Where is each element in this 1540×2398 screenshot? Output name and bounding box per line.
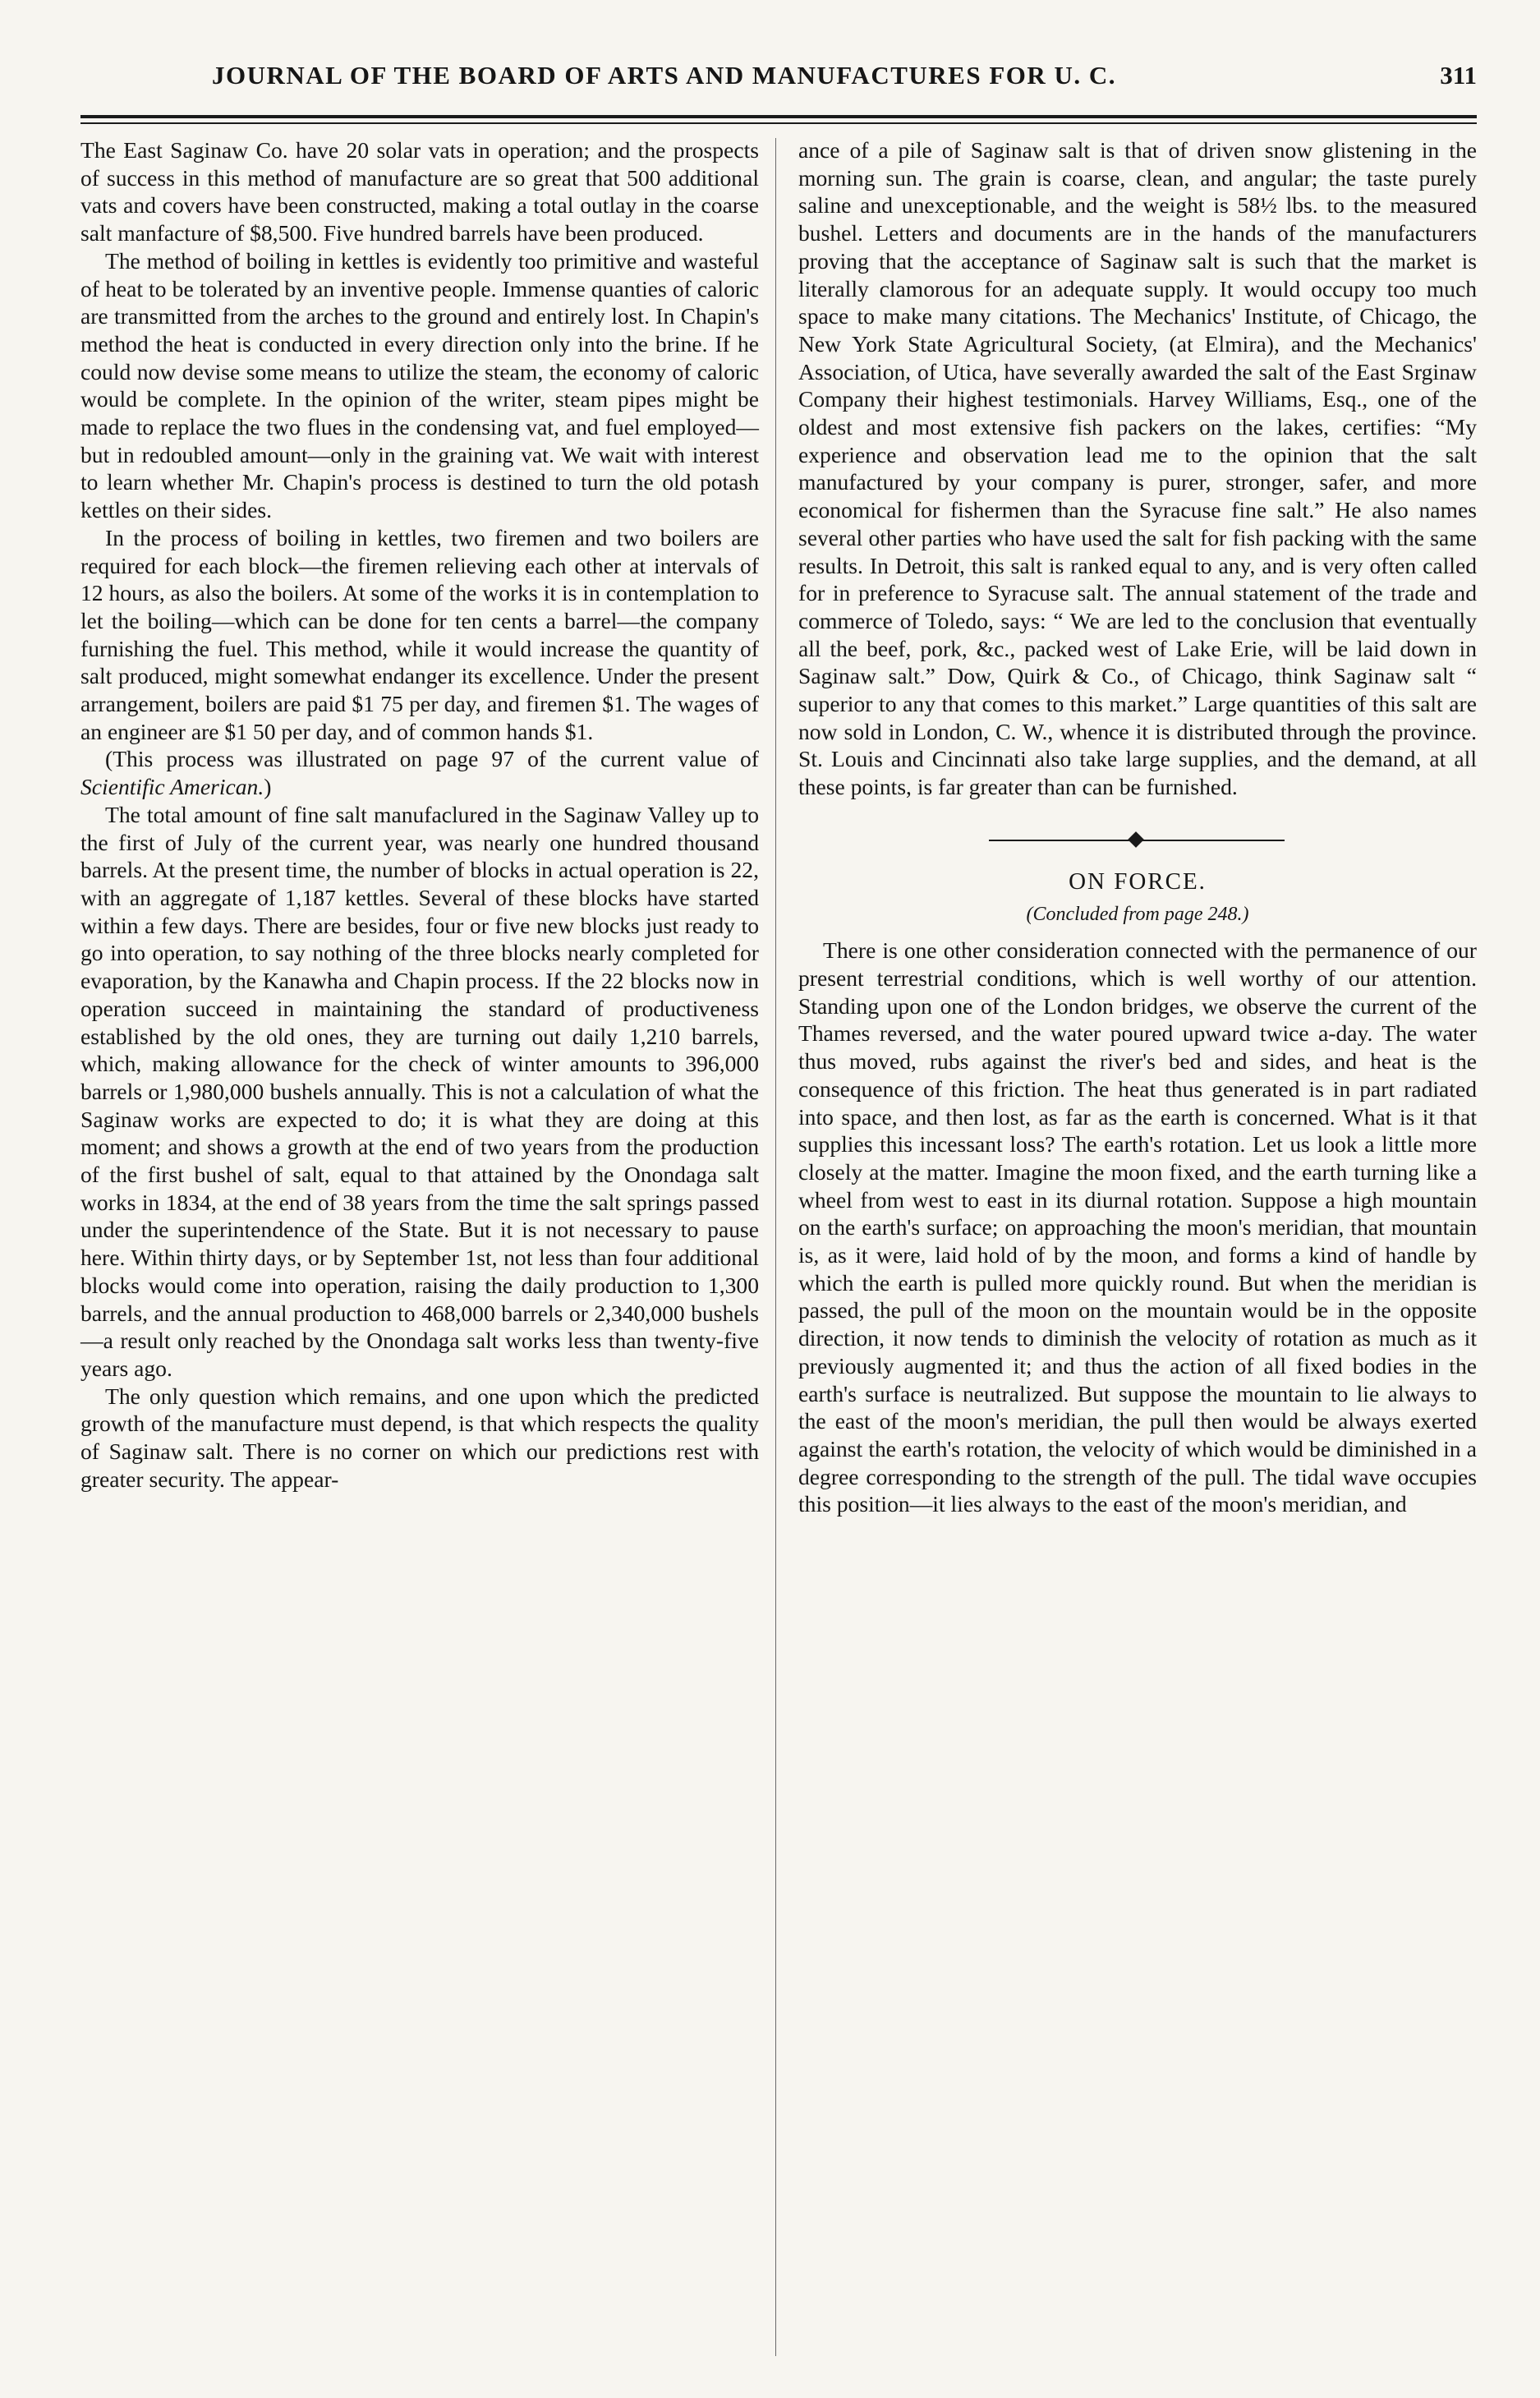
paragraph-continuation: ance of a pile of Saginaw salt is that of driven snow glistening in the morning sun. The grain is coarse, clean, and angular; the taste purely saline and unexceptionable, and the weight is 58½ lbs. to the measured bushel. Letters and documents are in the hands of the manufacturers proving that the acceptance of Saginaw salt is such that the market is literally clamorous for an adequate supply. It would occupy too much space to make many citations. The Mechanics' Institute, of Chicago, the New York State Agricultural Society, (at Elmira), and the Mechanics' Association, of Utica, have severally awarded the salt of the East Srginaw Company their highest testimonials. Harvey Williams, Esq., one of the oldest and most extensive fish packers on the lakes, certifies: “My experience and observation lead me to the opinion that the salt manufactured by your company is purer, stronger, safer, and more economical for fishermen than the Syracuse fine salt.” He also names several other parties who have used the salt for fish packing with the same results. In Detroit, this salt is ranked equal to any, and is very often called for in preference to Syracuse salt. The annual statement of the trade and commerce of Toledo, says: “ We are led to the conclusion that eventually all the beef, pork, &c., packed west of Lake Erie, will be laid down in Saginaw salt.” Dow, Quirk & Co., of Chicago, think Saginaw salt “ superior to any that comes to this market.” Large quantities of this salt are now sold in London, C. W., whence it is distributed through the province. St. Louis and Cincinnati also take large supplies, and the demand, at all these points, is far greater than can be furnished. <box>798 137 1477 800</box>
paragraph-illustration-note <box>80 745 759 800</box>
journal-page <box>80 0 1477 2398</box>
section-subtitle: (Concluded from page 248.) <box>1026 903 1249 925</box>
paragraph-total-amount: The total amount of fine salt manufaclured in the Saginaw Valley up to the first of July of the current year, was nearly one hundred thousand barrels. At the present time, the number of blocks in actual operation is 22, with an aggregate of 1,187 kettles. Several of these blocks have started within a few days. There are besides, four or five new blocks just ready to go into operation, to say nothing of the three blocks nearly completed for evaporation, by the Kanawha and Chapin process. If the 22 blocks now in operation succeed in maintaining the standard of productiveness established by the old ones, they are turning out daily 1,210 barrels, which, making allowance for the check of winter amounts to 396,000 barrels or 1,980,000 bushels annually. This is not a calculation of what the Saginaw works are expected to do; it is what they are doing at this moment; and shows a growth at the end of two years from the production of the first bushel of salt, equal to that attained by the Onondaga salt works in 1834, at the end of 38 years from the time the salt springs passed under the superintendence of the State. But it is not necessary to pause here. Within thirty days, or by September 1st, not less than four additional blocks would come into operation, raising the daily production to 1,300 barrels, and the annual production to 468,000 barrels or 2,340,000 bushels—a result only reached by the Onondaga salt works less than twenty-five years ago. <box>80 801 759 1381</box>
note-prefix: (This process was illustrated on page 97 of the current value of <box>105 746 759 772</box>
paragraph-on-force: There is one other consideration connected with the permanence of our present terrestrial conditions, which is well worthy of our attention. Standing upon one of the London bridges, we observe the current of the Thames reversed, and the water poured upward twice a-day. The water thus moved, rubs against the river's bed and sides, and heat is the consequence of this friction. The heat thus generated is in part radiated into space, and then lost, as far as the earth is concerned. What is it that supplies this incessant loss? The earth's rotation. Let us look a little more closely at the matter. Imagine the moon fixed, and the earth turning like a wheel from west to east in its diurnal rotation. Suppose a high mountain on the earth's surface; on approaching the moon's meridian, that mountain is, as it were, laid hold of by the moon, and forms a kind of handle by which the earth is pulled more quickly round. But when the meridian is passed, the pull of the moon on the mountain would be in the opposite direction, it now tends to diminish the velocity of rotation as much as it previously augmented it; and thus the action of all fixed bodies in the earth's surface is neutralized. But suppose the mountain to lie always to the east of the moon's meridian, the pull then would be always exerted against the earth's rotation, the velocity of which would be diminished in a degree corresponding to the strength of the pull. The tidal wave occupies this position—it lies always to the east of the moon's meridian, and <box>798 937 1477 1517</box>
note-source: Scientific American. <box>80 774 264 800</box>
header-rule-thick <box>80 115 1477 118</box>
running-head <box>80 61 1477 97</box>
header-rule-thin <box>80 122 1477 124</box>
note-suffix: ) <box>264 774 272 800</box>
page-number: 311 <box>1440 61 1477 90</box>
journal-title: JOURNAL OF THE BOARD OF ARTS AND MANUFACTURES FOR U. C. <box>212 61 1117 90</box>
paragraph-solar-vats: The East Saginaw Co. have 20 solar vats in operation; and the prospects of success in this method of manufacture are so great that 500 additional vats and covers have been constructed, making a total outlay in the coarse salt manfacture of $8,500. Five hundred barrels have been produced. <box>80 137 759 246</box>
paragraph-boiling-method: The method of boiling in kettles is evidently too primitive and wasteful of heat to be tolerated by an inventive people. Immense quanties of caloric are transmitted from the arches to the ground and entirely lost. In Chapin's method the heat is conducted in every direction only into the brine. If he could now devise some means to utilize the steam, the economy of caloric would be complete. In the opinion of the writer, steam pipes might be made to replace the two flues in the condensing vat, and fuel employed—but in redoubled amount—only in the graining vat. We wait with interest to learn whether Mr. Chapin's process is destined to turn the old potash kettles on their sides. <box>80 247 759 523</box>
ornament-diamond-icon <box>1128 831 1144 848</box>
section-title: ON FORCE. <box>1069 868 1207 895</box>
section-ornament-rule <box>798 824 1477 857</box>
paragraph-kettles-process: In the process of boiling in kettles, two firemen and two boilers are required for each block—the firemen relieving each other at intervals of 12 hours, as also the boilers. At some of the works it is in contemplation to let the boiling—which can be done for ten cents a barrel—the company furnishing the fuel. This method, while it would increase the quantity of salt produced, might somewhat endanger its excellence. Under the present arrangement, boilers are paid $1 75 per day, and firemen $1. The wages of an engineer are $1 50 per day, and of common hands $1. <box>80 524 759 744</box>
left-column <box>80 136 759 1493</box>
column-divider <box>775 138 776 2356</box>
paragraph-quality-question: The only question which remains, and one upon which the predicted growth of the manufacture must depend, is that which respects the quality of Saginaw salt. There is no corner on which our predictions rest with greater security. The appear- <box>80 1383 759 1492</box>
right-column <box>798 136 1477 1518</box>
